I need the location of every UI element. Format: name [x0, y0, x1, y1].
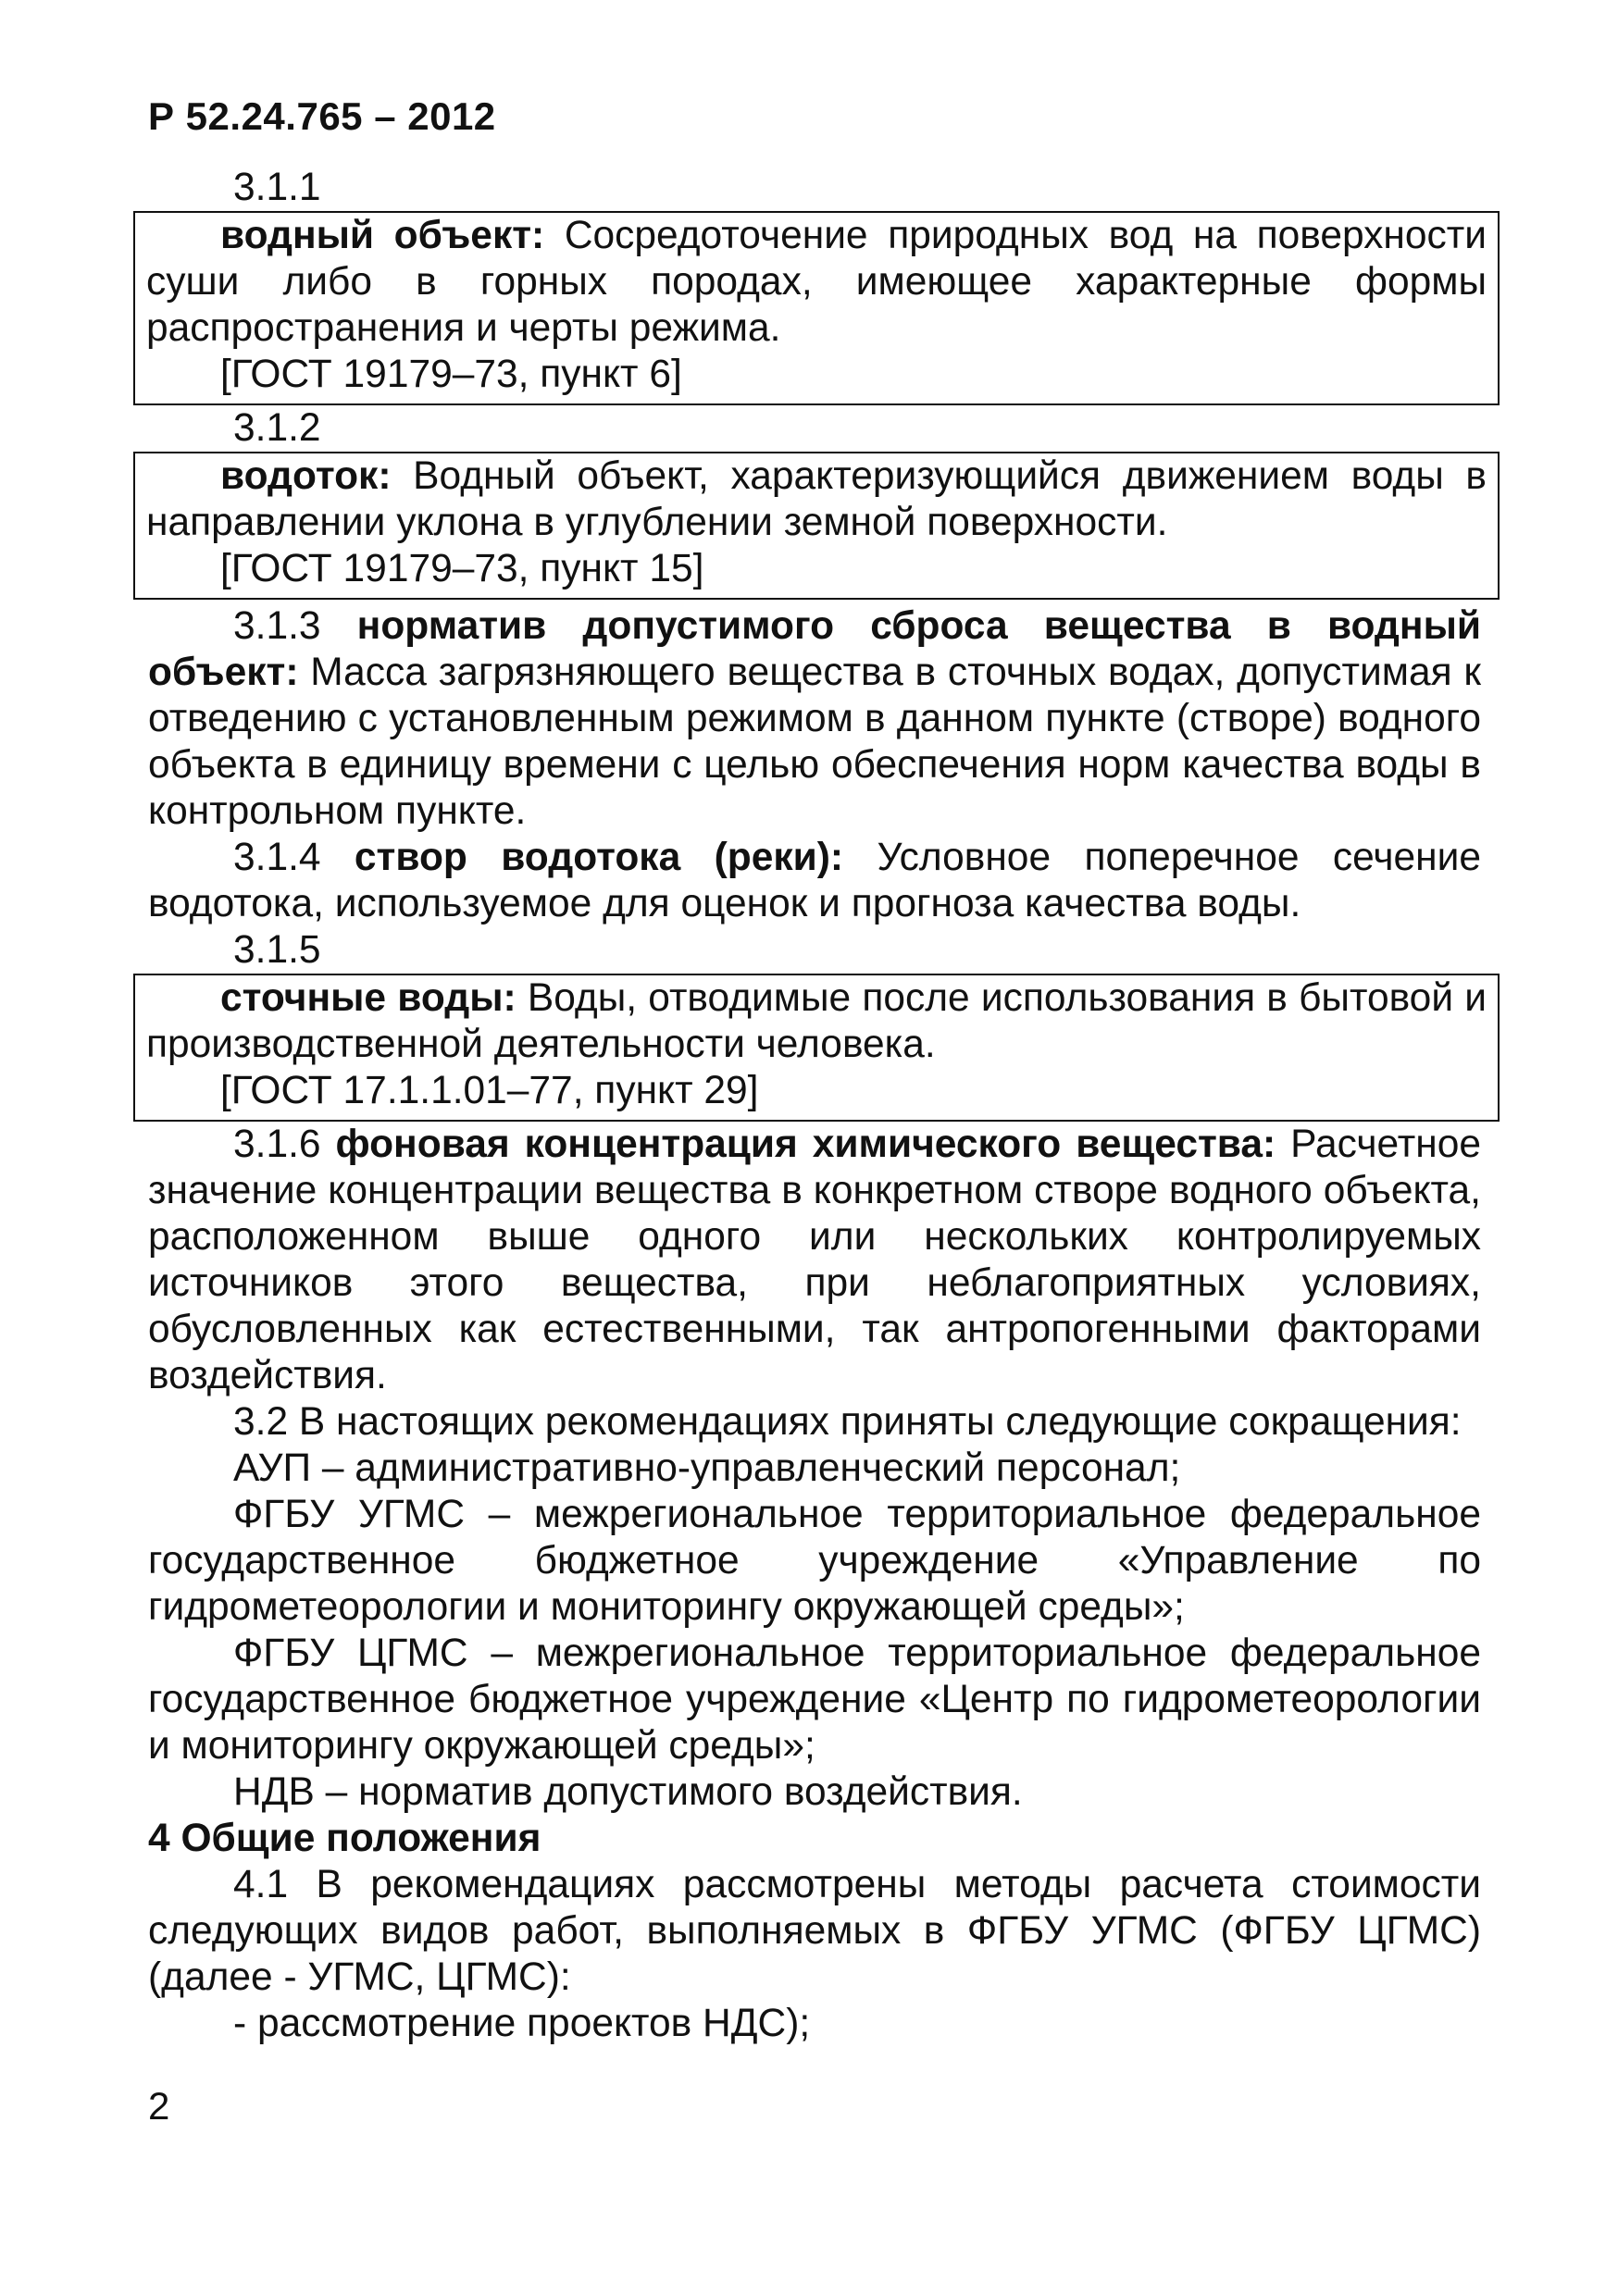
section-4-title: 4 Общие положения	[148, 1817, 541, 1860]
definition-box-3-1-2	[133, 452, 1500, 600]
term-3-1-6: фоновая концентрация химического вещества:	[335, 1123, 1276, 1166]
definition-3-1-1	[146, 213, 1487, 352]
term-number-3-1-6: 3.1.6	[233, 1123, 321, 1166]
document-code-header: Р 52.24.765 – 2012	[148, 94, 496, 138]
abbreviation-ndv: НДВ – норматив допустимого воздействия.	[233, 1770, 1023, 1814]
term-3-1-3: норматив допустимого сброса вещества в водный объект:	[148, 604, 1481, 694]
definition-3-1-3	[148, 603, 1481, 835]
term-number-3-1-1: 3.1.1	[233, 166, 321, 209]
page-number: 2	[148, 2084, 170, 2128]
definition-3-1-2	[146, 453, 1487, 546]
definition-text-3-1-6: Расчетное значение концентрации вещества в конкретном створе водного объекта, расположенном выше одного или нескольких контролируемых источников этого вещества, при неблагоприятных условиях, обусловленных как естественными, так антропогенными факторами воздействия.	[148, 1123, 1481, 1397]
definition-box-3-1-1	[133, 211, 1500, 405]
reference-3-1-1: [ГОСТ 19179–73, пункт 6]	[220, 353, 682, 396]
term-3-1-5: сточные воды:	[220, 976, 517, 1020]
abbreviation-ugms: ФГБУ УГМС – межрегиональное территориальное федеральное государственное бюджетное учреждение «Управление по гидрометеорологии и мониторингу окружающей среды»;	[148, 1493, 1481, 1629]
term-number-3-1-4: 3.1.4	[233, 836, 321, 879]
definition-text-3-1-5: Воды, отводимые после использования в бытовой и производственной деятельности человека.	[146, 976, 1487, 1066]
abbreviation-cgms: ФГБУ ЦГМС – межрегиональное территориальное федеральное государственное бюджетное учреждение «Центр по гидрометеорологии и мониторингу окружающей среды»;	[148, 1632, 1481, 1768]
list-item-ndс-projects: - рассмотрение проектов НДС);	[233, 2002, 811, 2045]
abbreviations-intro: 3.2 В настоящих рекомендациях приняты следующие сокращения:	[233, 1400, 1462, 1444]
reference-3-1-2: [ГОСТ 19179–73, пункт 15]	[220, 547, 704, 590]
paragraph-4-1: 4.1 В рекомендациях рассмотрены методы расчета стоимости следующих видов работ, выполняемых в ФГБУ УГМС (ФГБУ ЦГМС) (далее - УГМС, ЦГМС):	[148, 1863, 1481, 1999]
reference-3-1-5: [ГОСТ 17.1.1.01–77, пункт 29]	[220, 1069, 759, 1112]
definition-3-1-5	[146, 975, 1487, 1068]
definition-3-1-4	[148, 835, 1481, 927]
term-3-1-4: створ водотока (реки):	[354, 836, 844, 879]
term-3-1-2: водоток:	[220, 454, 392, 498]
definition-text-3-1-1: Сосредоточение природных вод на поверхности суши либо в горных породах, имеющее характерные формы распространения и черты режима.	[146, 214, 1487, 350]
definition-text-3-1-2: Водный объект, характеризующийся движением воды в направлении уклона в углублении земной поверхности.	[146, 454, 1487, 544]
term-number-3-1-3: 3.1.3	[233, 604, 321, 648]
term-3-1-1: водный объект:	[220, 214, 545, 257]
term-number-3-1-2: 3.1.2	[233, 406, 321, 450]
definition-box-3-1-5	[133, 974, 1500, 1122]
term-number-3-1-5: 3.1.5	[233, 928, 321, 972]
definition-3-1-6	[148, 1122, 1481, 1399]
document-body	[146, 165, 1487, 2047]
definition-text-3-1-3: Масса загрязняющего вещества в сточных водах, допустимая к отведению с установленным режимом в данном пункте (створе) водного объекта в единицу времени с целью обеспечения норм качества воды в контрольном пункте.	[148, 651, 1481, 833]
abbreviation-aup: АУП – административно-управленческий персонал;	[233, 1446, 1181, 1490]
definition-text-3-1-4: Условное поперечное сечение водотока, используемое для оценок и прогноза качества воды.	[148, 836, 1482, 925]
